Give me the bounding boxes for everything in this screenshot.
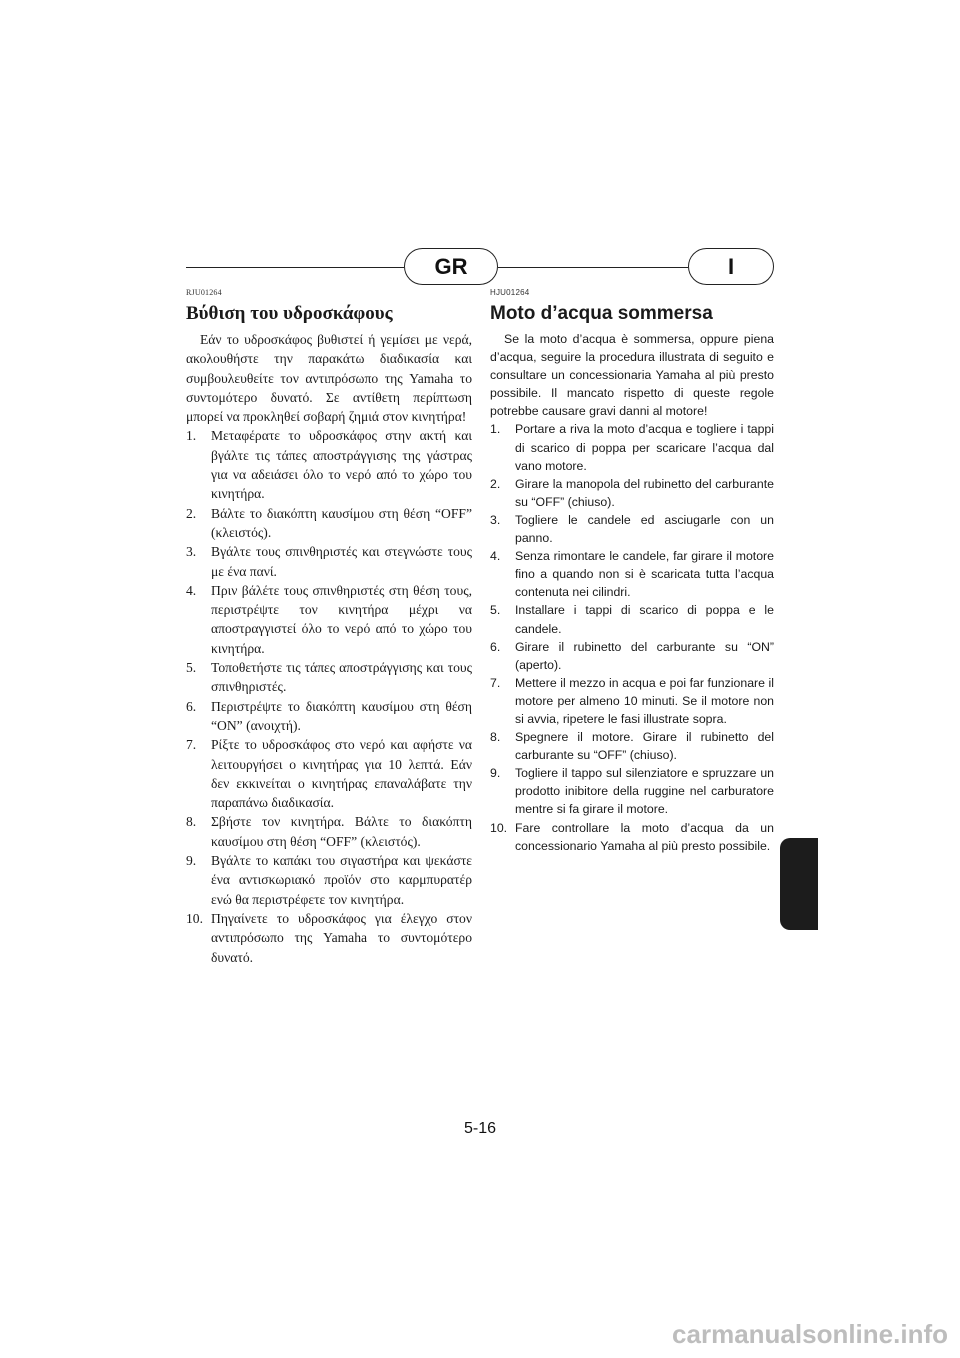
step-text: Ρίξτε το υδροσκάφος στο νερό και αφήστε να λειτουργήσει ο κινητήρας για 10 λεπτά. Εάν δεν εκκινείται ο κινητήρας επαναλάβατε την παραπάνω διαδικασία. — [211, 737, 472, 811]
step-text: Fare controllare la moto d’acqua da un concessionario Yamaha al più presto possibile. — [515, 820, 774, 853]
section-title: Βύθιση του υδροσκάφους — [186, 303, 393, 324]
step-text: Μεταφέρατε το υδροσκάφος στην ακτή και βγάλτε τις τάπες αποστράγγισης της γάστρας για να αδειάσει όλο το νερό από το χώρο του κινητήρα. — [211, 428, 472, 502]
step-text: Περιστρέψτε το διακόπτη καυσίμου στη θέση “ON” (ανοιχτή). — [211, 698, 472, 733]
step-item — [186, 851, 472, 909]
step-item — [490, 420, 774, 474]
step-item — [186, 909, 472, 967]
step-text: Σβήστε τον κινητήρα. Βάλτε το διακόπτη καυσίμου στη θέση “OFF” (κλειστός). — [211, 814, 472, 849]
step-number: 9. — [186, 853, 197, 869]
step-item — [490, 728, 774, 764]
step-item — [490, 638, 774, 674]
step-number: 9. — [490, 766, 501, 781]
header-rule-left — [186, 267, 404, 268]
step-item — [186, 735, 472, 812]
page-number: 5-16 — [463, 1120, 497, 1137]
step-item — [490, 674, 774, 728]
step-number: 10. — [490, 820, 508, 835]
header-rule-right — [498, 267, 688, 268]
intro-paragraph: Εάν το υδροσκάφος βυθιστεί ή γεμίσει με νερά, ακολουθήστε την παρακάτω διαδικασία και συμβουλευθείτε τον αντιπρόσωπο της Yamaha το συντομότερο δυνατό. Σε αντίθετη περίπτωση μπορεί να προκληθεί σοβαρή ζημιά στον κινητήρα! — [186, 332, 472, 425]
step-number: 1. — [490, 422, 501, 437]
step-number: 7. — [490, 675, 501, 690]
step-text: Togliere le candele ed asciugarle con un panno. — [515, 512, 774, 546]
step-item — [186, 426, 472, 503]
step-text: Mettere il mezzo in acqua e poi far funzionare il motore per almeno 10 minuti. Se il motore non si avvia, ripetere le fasi illustrate sopra. — [515, 675, 774, 726]
step-text: Πηγαίνετε το υδροσκάφος για έλεγχο στον αντιπρόσωπο της Yamaha το συντομότερο δυνατό. — [211, 910, 472, 965]
step-text: Spegnere il motore. Girare il rubinetto del carburante su “OFF” (chiuso). — [515, 730, 774, 763]
step-item — [490, 819, 774, 855]
step-item — [186, 697, 472, 736]
step-item — [490, 475, 774, 511]
section-title: Moto d’acqua sommersa — [490, 303, 713, 324]
step-text: Girare il rubinetto del carburante su “ON” (aperto). — [515, 639, 774, 672]
step-number: 5. — [186, 660, 197, 676]
step-text: Τοποθετήστε τις τάπες αποστράγγισης και τους σπινθηριστές. — [211, 660, 472, 695]
intro-paragraph: Se la moto d’acqua è sommersa, oppure piena d’acqua, seguire la procedura illustrata di seguito e consultare un concessionaria Yamaha al più presto possibile. Il mancato rispetto di queste regole potrebbe causare gravi danni al motore! — [490, 332, 774, 419]
step-text: Βάλτε το διακόπτη καυσίμου στη θέση “OFF” (κλειστός). — [211, 505, 472, 540]
step-number: 2. — [186, 505, 197, 521]
step-number: 7. — [186, 737, 197, 753]
section-code: HJU01264 — [490, 288, 530, 297]
step-item — [490, 601, 774, 637]
step-number: 3. — [186, 544, 197, 560]
step-text: Βγάλτε το καπάκι του σιγαστήρα και ψεκάστε ένα αντισκωριακό προϊόν στο καρμπυρατέρ ενώ θα περιστρέφετε τον κινητήρα. — [211, 853, 472, 907]
step-number: 3. — [490, 512, 501, 527]
step-item — [490, 547, 774, 601]
step-text: Portare a riva la moto d’acqua e togliere i tappi di scarico di poppa per scaricare l’acqua dal vano motore. — [515, 422, 774, 473]
step-item — [186, 504, 472, 543]
step-text: Girare la manopola del rubinetto del carburante su “OFF” (chiuso). — [515, 476, 774, 509]
step-item — [490, 511, 774, 547]
section-code: RJU01264 — [186, 288, 222, 297]
italian-column — [490, 288, 774, 855]
step-number: 6. — [490, 639, 501, 654]
step-number: 2. — [490, 476, 501, 491]
step-item — [490, 764, 774, 818]
step-text: Πριν βάλέτε τους σπινθηριστές στη θέση τους, περιστρέψτε τον κινητήρα μέχρι να αποστραγγιστεί όλο το νερό από το χώρο του κινητήρα. — [211, 582, 472, 656]
step-item — [186, 658, 472, 697]
language-badge-i: I — [688, 248, 774, 285]
watermark: carmanualsonline.info — [672, 1319, 948, 1349]
step-text: Βγάλτε τους σπινθηριστές και στεγνώστε τους με ένα πανί. — [211, 544, 472, 579]
step-number: 6. — [186, 698, 197, 714]
step-text: Senza rimontare le candele, far girare il motore fino a quando non si è scaricata tutta l’acqua contenuta nei cilindri. — [515, 549, 774, 600]
step-number: 4. — [490, 549, 501, 564]
greek-column — [186, 288, 472, 967]
step-item — [186, 542, 472, 581]
step-text: Installare i tappi di scarico di poppa e le candele. — [515, 603, 774, 636]
step-number: 4. — [186, 582, 197, 598]
procedure-steps — [186, 426, 472, 966]
step-item — [186, 812, 472, 851]
step-text: Togliere il tappo sul silenziatore e spruzzare un prodotto inibitore della ruggine nel carburatore mentre si fa girare il motore. — [515, 766, 774, 817]
step-number: 8. — [490, 730, 501, 745]
step-number: 5. — [490, 603, 501, 618]
section-thumb-tab — [780, 838, 818, 930]
step-number: 1. — [186, 428, 197, 444]
step-number: 8. — [186, 814, 197, 830]
step-number: 10. — [186, 910, 203, 926]
procedure-steps — [490, 420, 774, 854]
step-item — [186, 581, 472, 658]
language-badge-gr: GR — [404, 248, 498, 285]
